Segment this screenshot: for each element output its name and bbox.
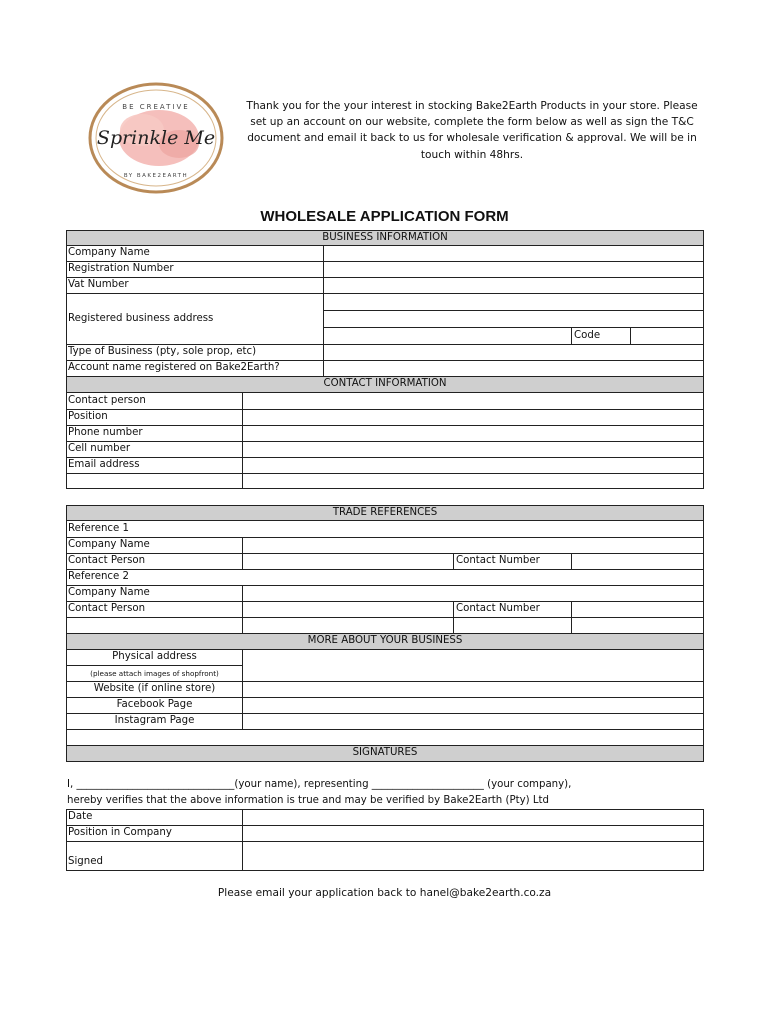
instagram-page-label: Instagram Page: [114, 715, 195, 726]
code-label: Code: [574, 330, 601, 341]
registered-address-label: Registered business address: [68, 313, 214, 324]
registration-number-label: Registration Number: [68, 263, 174, 274]
ref1-contact-person-field[interactable]: [243, 554, 453, 569]
type-of-business-label: Type of Business (pty, sole prop, etc): [68, 346, 257, 357]
ref2-contact-number-label: Contact Number: [456, 603, 540, 614]
business-info-header: BUSINESS INFORMATION: [66, 230, 704, 246]
type-of-business-field[interactable]: [324, 345, 703, 360]
ref2-company-name-label: Company Name: [68, 587, 150, 598]
website-label: Website (if online store): [93, 683, 216, 694]
form-title: WHOLESALE APPLICATION FORM: [260, 208, 509, 225]
position-in-company-field[interactable]: [243, 826, 703, 841]
physical-address-label: Physical address: [112, 651, 197, 662]
vat-number-field[interactable]: [324, 278, 703, 293]
email-address-label: Email address: [68, 459, 140, 470]
intro-text: Thank you for the your interest in stocking Bake2Earth Products in your store. Please set up an account on our website, complete the form below as well as sign the T&C document and email it back to us for wholesale verification & approval. We will be in touch within 48hrs.: [246, 100, 698, 161]
ref1-contact-person-label: Contact Person: [68, 555, 146, 566]
code-field[interactable]: [631, 328, 703, 344]
instagram-page-field[interactable]: [243, 714, 703, 729]
reference-1-label: Reference 1: [68, 523, 130, 534]
position-in-company-label: Position in Company: [68, 827, 172, 838]
more-about-business-header: MORE ABOUT YOUR BUSINESS: [66, 633, 704, 650]
contact-person-label: Contact person: [68, 395, 146, 406]
date-label: Date: [68, 811, 93, 822]
cell-number-label: Cell number: [68, 443, 131, 454]
declaration-line-2: hereby verifies that the above information is true and may be verified by Bake2Earth (Pty) Ltd: [67, 795, 549, 806]
website-field[interactable]: [243, 682, 703, 697]
signatures-header: SIGNATURES: [66, 745, 704, 762]
ref1-contact-number-field[interactable]: [572, 554, 703, 569]
physical-address-field[interactable]: [243, 651, 703, 681]
svg-text:Sprinkle Me: Sprinkle Me: [96, 127, 216, 149]
position-field[interactable]: [243, 410, 703, 425]
ref2-contact-number-field[interactable]: [572, 602, 703, 617]
date-field[interactable]: [243, 810, 703, 825]
contact-info-header: CONTACT INFORMATION: [66, 376, 704, 393]
facebook-page-field[interactable]: [243, 698, 703, 713]
account-name-label: Account name registered on Bake2Earth?: [68, 362, 280, 373]
ref1-company-name-label: Company Name: [68, 539, 150, 550]
vat-number-label: Vat Number: [68, 279, 129, 290]
reference-2-label: Reference 2: [68, 571, 130, 582]
position-label: Position: [68, 411, 108, 422]
facebook-page-label: Facebook Page: [116, 699, 193, 710]
cell-number-field[interactable]: [243, 442, 703, 457]
company-name-label: Company Name: [68, 247, 150, 258]
svg-text:BY BAKE2EARTH: BY BAKE2EARTH: [123, 173, 189, 179]
ref1-company-name-field[interactable]: [243, 538, 703, 553]
ref2-contact-person-label: Contact Person: [68, 603, 146, 614]
phone-number-field[interactable]: [243, 426, 703, 441]
phone-number-label: Phone number: [68, 427, 143, 438]
svg-text:BE CREATIVE: BE CREATIVE: [122, 103, 190, 111]
attach-images-note: (please attach images of shopfront): [90, 669, 219, 678]
sprinkle-me-logo: [87, 82, 225, 194]
registration-number-field[interactable]: [324, 262, 703, 277]
company-name-field[interactable]: [324, 247, 703, 261]
trade-references-header: TRADE REFERENCES: [66, 505, 704, 521]
signed-label: Signed: [68, 856, 103, 867]
account-name-field[interactable]: [324, 361, 703, 376]
signature-field[interactable]: [243, 842, 703, 870]
footer-email-note: Please email your application back to hanel@bake2earth.co.za: [217, 887, 552, 899]
declaration-line-1: I, _______________________________(your name), representing ______________________ (your company),: [67, 779, 572, 790]
ref2-contact-person-field[interactable]: [243, 602, 453, 617]
email-address-field[interactable]: [243, 458, 703, 473]
contact-person-field[interactable]: [243, 394, 703, 409]
ref1-contact-number-label: Contact Number: [456, 555, 540, 566]
ref2-company-name-field[interactable]: [243, 586, 703, 601]
